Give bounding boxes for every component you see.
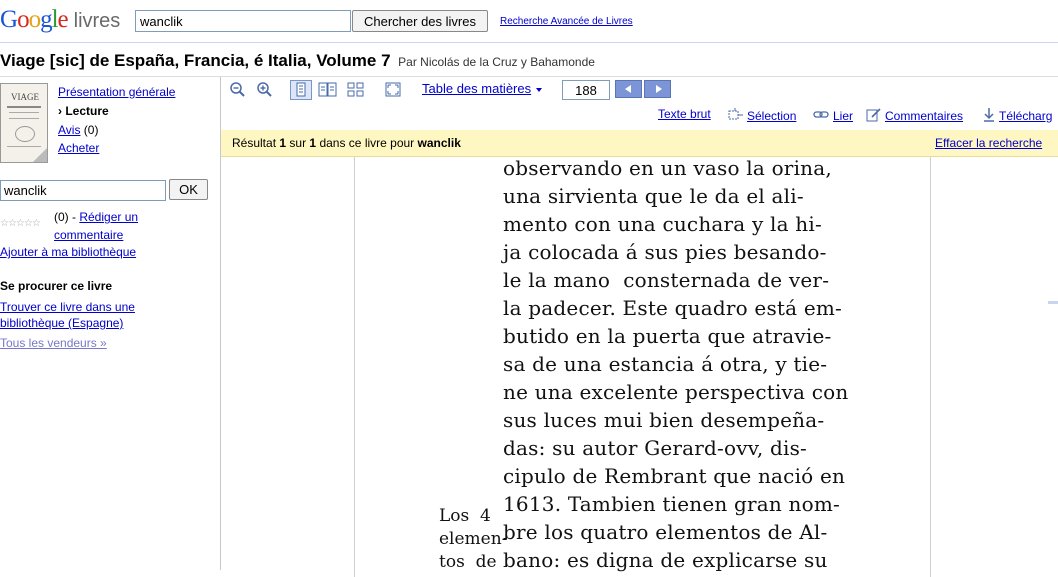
all-sellers-link[interactable]: Tous les vendeurs » (0, 336, 107, 350)
selection-icon (728, 107, 744, 123)
rating-block (54, 208, 164, 244)
page-scan-text: observando en un vaso la orina, una sirvienta que le da el ali- mento con una cuchara y la hi- ja colocada á sus pies besando- le la mano consternada de ver- la padecer. Este quadro está em- butido en la puerta que atravie- sa de una estancia á otra, y tie- ne una excelente perspectiva con sus luces mui bien desempeña- das: su autor Gerard-ovv, dis- cipulo de Rembrant que nació en 1613. Tambien tienen gran nom- bre los quatro elementos de Al- bano: es digna de explicarse su (503, 156, 849, 572)
zoom-in-icon[interactable] (254, 80, 276, 100)
advanced-search-link[interactable]: Recherche Avancée de Livres (500, 16, 633, 27)
thumbnail-view-icon[interactable] (345, 80, 367, 100)
link-link[interactable]: Lier (833, 109, 854, 123)
viewer-scroll-marker[interactable] (1048, 301, 1058, 304)
book-cover-thumbnail[interactable] (0, 83, 48, 163)
link-tool[interactable] (813, 107, 853, 123)
rating-stars-icon: ☆☆☆☆☆ (0, 218, 40, 229)
result-total: 1 (309, 136, 317, 150)
plain-text-link[interactable]: Texte brut (658, 107, 711, 121)
arrow-right-icon (656, 85, 662, 93)
title-divider (0, 76, 1058, 77)
thumbnail-rule (7, 106, 41, 108)
download-icon (982, 107, 996, 123)
logo-letter: o (17, 6, 29, 33)
logo-letter: G (0, 6, 18, 33)
logo-subtitle: livres (73, 10, 121, 32)
link-icon (813, 107, 830, 123)
book-author: Par Nicolás de la Cruz y Bahamonde (398, 55, 595, 69)
get-book-heading: Se procurer ce livre (0, 279, 113, 293)
search-input[interactable] (135, 10, 351, 32)
page-curl-icon (33, 148, 47, 162)
download-link[interactable]: Télécharg (999, 109, 1053, 123)
thumbnail-line (9, 118, 39, 119)
search-in-book-ok-button[interactable]: OK (169, 179, 208, 200)
logo-letter: e (57, 6, 68, 33)
comments-tool[interactable] (866, 107, 963, 123)
find-in-library-link[interactable]: Trouver ce livre dans une bibliothèque (Espagne) (0, 300, 135, 330)
page-margin-note: Los 4 elemen- tos de (439, 506, 508, 572)
write-review-link[interactable]: Rédiger un commentaire (54, 210, 139, 242)
book-title-row (0, 51, 595, 71)
nav-reviews-link[interactable]: Avis (58, 123, 81, 137)
add-to-library-link[interactable]: Ajouter à ma bibliothèque (0, 245, 137, 259)
nav-overview-link[interactable]: Présentation générale (58, 85, 176, 99)
comments-link[interactable]: Commentaires (885, 109, 964, 123)
google-books-logo[interactable] (0, 6, 120, 34)
next-page-button[interactable] (644, 80, 671, 98)
download-tool[interactable] (982, 107, 1052, 123)
selection-tool[interactable] (728, 107, 796, 123)
book-title: Viage [sic] de España, Francia, é Italia, Volume 7 (0, 51, 391, 70)
zoom-out-icon[interactable] (227, 80, 249, 100)
search-result-text (232, 136, 461, 150)
thumbnail-line (7, 146, 41, 147)
thumbnail-title: VIAGE (11, 92, 39, 102)
two-page-view-icon[interactable] (317, 80, 339, 100)
arrow-left-icon (625, 85, 631, 93)
nav-buy-link[interactable]: Acheter (58, 141, 100, 155)
chevron-down-icon[interactable] (536, 88, 542, 92)
result-of: sur (289, 136, 307, 150)
single-page-view-icon[interactable] (290, 80, 312, 100)
search-in-book-input[interactable] (0, 180, 166, 201)
result-prefix: Résultat (232, 136, 277, 150)
thumbnail-line (9, 112, 39, 113)
result-index: 1 (279, 136, 287, 150)
result-term: wanclik (417, 136, 461, 150)
result-middle: dans ce livre pour (319, 136, 415, 150)
clear-search-link[interactable]: Effacer la recherche (935, 136, 1043, 150)
comment-pencil-icon (866, 107, 882, 123)
thumbnail-emblem (15, 126, 35, 142)
nav-reading-current: › Lecture (58, 104, 109, 118)
logo-letter: l (51, 6, 58, 33)
rating-count: (0) - (54, 210, 76, 224)
previous-page-button[interactable] (615, 80, 642, 98)
header-divider (0, 42, 1058, 43)
nav-reviews (58, 123, 98, 137)
reviews-count: (0) (83, 123, 99, 137)
logo-letter: o (28, 6, 41, 33)
table-of-contents-dropdown[interactable]: Table des matières (422, 81, 532, 96)
fullscreen-icon[interactable] (382, 80, 404, 100)
logo-letter: g (40, 6, 52, 33)
page-number-input[interactable] (562, 80, 610, 100)
selection-link[interactable]: Sélection (747, 109, 797, 123)
search-books-button[interactable]: Chercher des livres (352, 10, 488, 32)
